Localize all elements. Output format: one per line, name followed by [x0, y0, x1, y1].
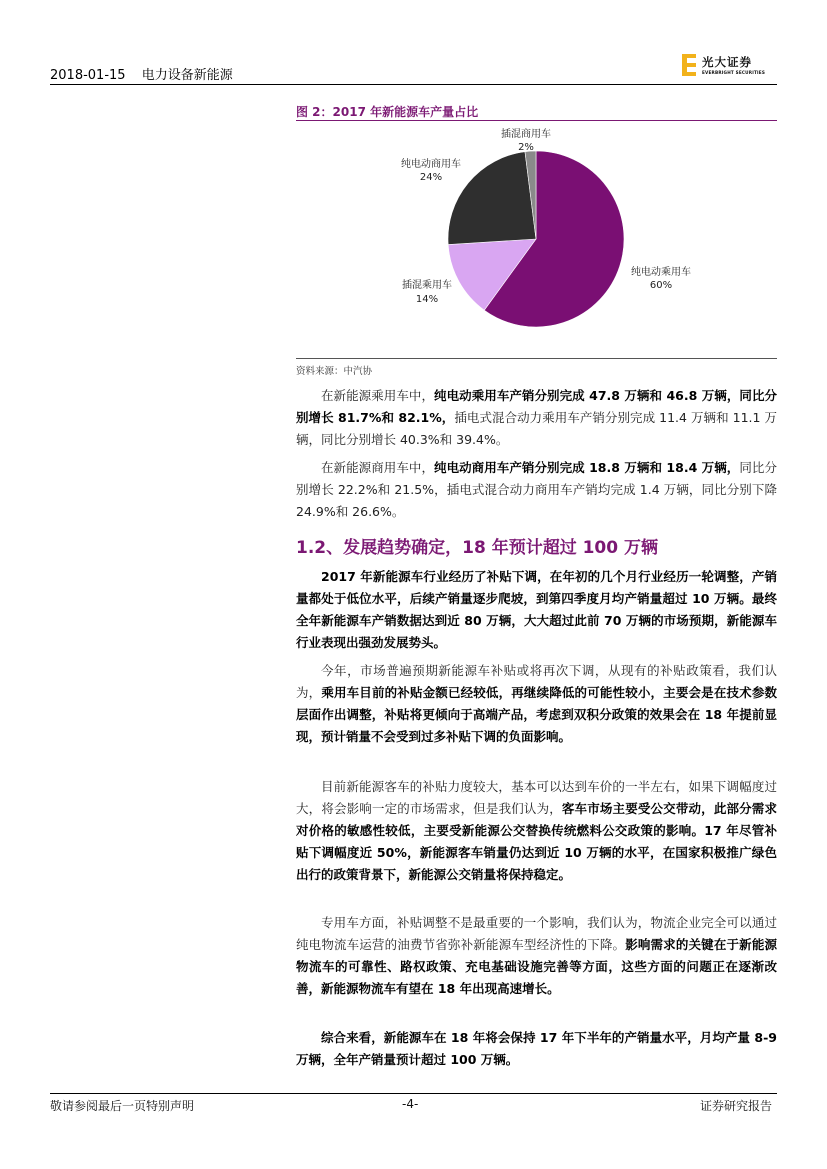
footer-disclaimer: 敬请参阅最后一页特别声明: [50, 1099, 195, 1113]
page-number: -4-: [402, 1097, 419, 1111]
logo-name-cn: 光大证券: [702, 55, 752, 69]
header-divider: [50, 84, 777, 85]
figure-source: 资料来源：中汽协: [296, 366, 373, 377]
pie-slices: [448, 151, 624, 327]
report-header: [50, 64, 245, 83]
text-run: 纯电动商用车产销分别完成 18.8 万辆和 18.4 万辆，: [434, 460, 740, 475]
report-date: 2018-01-15: [50, 68, 126, 83]
paragraph-passenger-ev: [296, 385, 777, 451]
figure-bottom-divider: [296, 358, 777, 359]
pie-label-name-4: 插混商用车: [501, 129, 551, 140]
pie-slice-3: [448, 152, 536, 245]
text-run: 影响需求的关键在于新能源物流车的可靠性、路权政策、充电基础设施完善等方面，这些方面的问题正在逐渐改善，新能源物流车有望在 18 年出现高速增长。: [296, 937, 777, 996]
footer-divider: [50, 1093, 777, 1094]
text-run: 乘用车目前的补贴金额已经较低，再继续降低的可能性较小，主要会是在技术参数层面作出调整，补贴将更倾向于高端产品，考虑到双积分政策的效果会在 18 年提前显现，预计销量不会受到过多补贴下调的负面影响。: [296, 685, 777, 744]
pie-label-value-2: 14%: [415, 294, 439, 305]
paragraph-2017-review: [296, 566, 777, 654]
paragraph-special-vehicles: [296, 912, 777, 1000]
text-run: 插电式混合动力乘用车产销分别完成 11.4 万辆和 11.1 万辆，同比分别增长 40.3%和 39.4%。: [296, 410, 777, 447]
text-run: 综合来看，新能源车在 18 年将会保持 17 年下半年的产销量水平，月均产量 8-9 万辆，全年产销量预计超过 100 万辆。: [296, 1030, 777, 1067]
pie-label-value-3: 24%: [419, 172, 443, 183]
pie-label-name-3: 纯电动商用车: [401, 159, 461, 170]
text-run: 目前新能源客车的补贴力度较大，基本可以达到车价的一半左右，如果下调幅度过大，将会影响一定的市场需求，但是我们认为，: [296, 779, 777, 816]
pie-label-value-4: 2%: [518, 142, 534, 153]
section-heading: 1.2、发展趋势确定，18 年预计超过 100 万辆: [296, 538, 659, 558]
text-run: 2017 年新能源车行业经历了补贴下调，在年初的几个月行业经历一轮调整，产销量都处于低位水平，后续产销量逐步爬坡，到第四季度月均产销量超过 10 万辆。最终全年新能源车产销数据达到近 80 万辆，大大超过此前 70 万辆的市场预期，新能源车行业表现出强劲发展势头。: [296, 569, 777, 650]
pie-chart: [296, 121, 777, 356]
paragraph-commercial-ev: [296, 457, 777, 523]
text-run: 今年，市场普遍预期新能源车补贴或将再次下调，从现有的补贴政策看，我们认为，: [296, 663, 777, 700]
paragraph-bus-market: [296, 776, 777, 886]
logo-mark-icon: [682, 54, 696, 76]
text-run: 在新能源商用车中，: [321, 460, 435, 475]
paragraph-summary: [296, 1027, 777, 1071]
text-run: 纯电动乘用车产销分别完成 47.8 万辆和 46.8 万辆，同比分别增长 81.7%和 82.1%，: [296, 388, 777, 425]
text-run: 在新能源乘用车中，: [321, 388, 435, 403]
text-run: 专用车方面，补贴调整不是最重要的一个影响，我们认为，物流企业完全可以通过纯电物流车运营的油费节省弥补新能源车型经济性的下降。: [296, 915, 777, 952]
pie-label-value-1: 60%: [649, 280, 673, 291]
logo-name-en: EVERBRIGHT SECURITIES: [702, 70, 766, 75]
figure-title: 图 2：2017 年新能源车产量占比: [296, 105, 479, 119]
text-run: 客车市场主要受公交带动，此部分需求对价格的敏感性较低，主要受新能源公交替换传统燃料公交政策的影响。17 年尽管补贴下调幅度近 50%，新能源客车销量仍达到近 10 万辆的水平，在国家积极推广绿色出行的政策背景下，新能源公交销量将保持稳定。: [296, 801, 777, 882]
pie-label-name-2: 插混乘用车: [402, 280, 452, 291]
pie-label-name-1: 纯电动乘用车: [631, 267, 691, 278]
report-sector: 电力设备新能源: [141, 68, 233, 83]
company-logo: [682, 52, 782, 80]
text-run: 同比分别增长 22.2%和 21.5%，插电式混合动力商用车产销均完成 1.4 万辆，同比分别下降 24.9%和 26.6%。: [296, 460, 777, 519]
paragraph-subsidy-outlook: [296, 660, 777, 748]
footer-doc-type: 证券研究报告: [700, 1099, 773, 1113]
